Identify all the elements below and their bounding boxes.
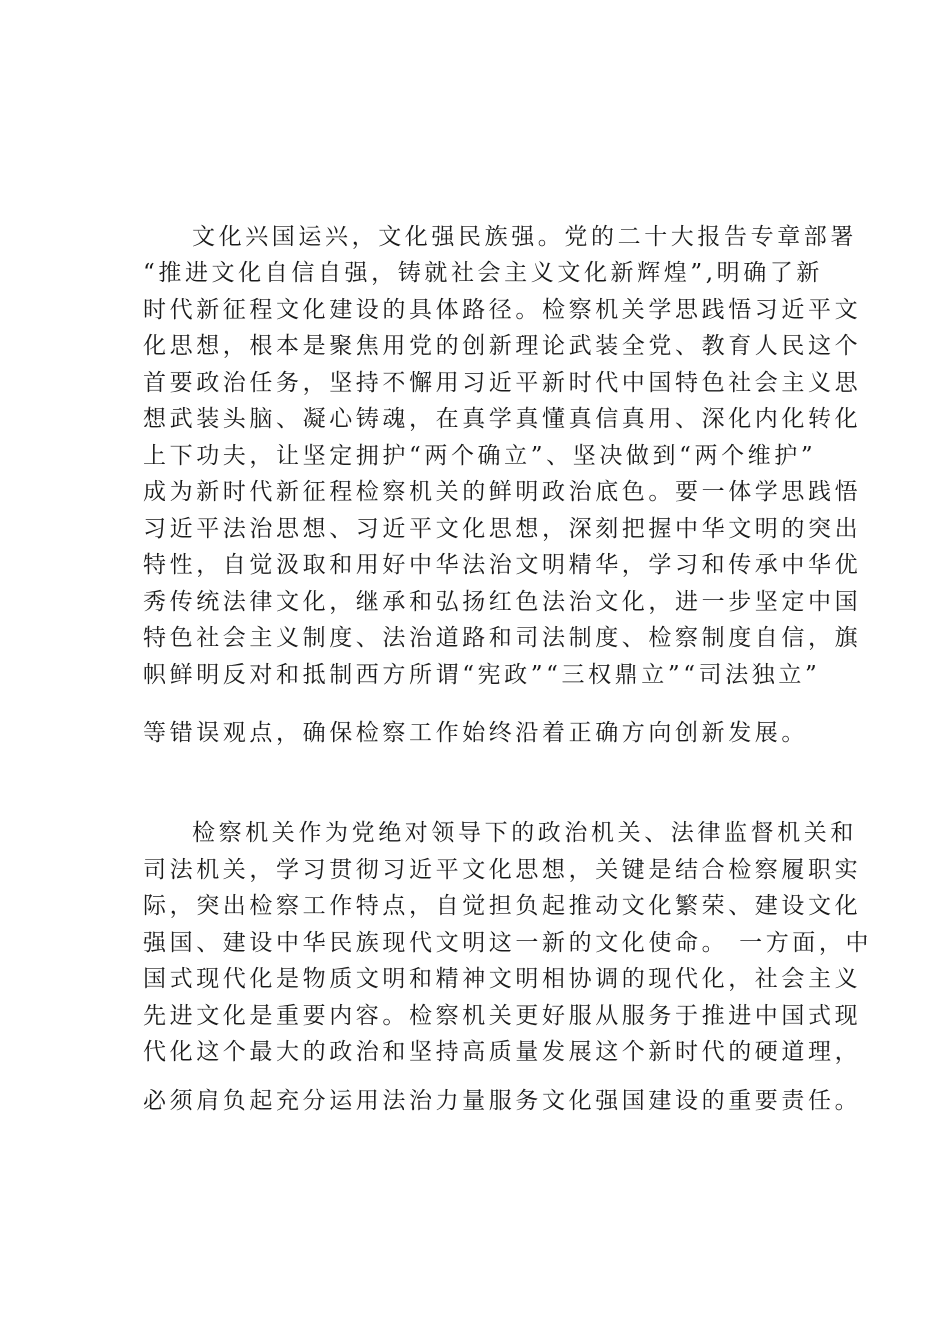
paragraph-1-line-3: 时代新征程文化建设的具体路径。检察机关学思践悟习近平文	[143, 297, 862, 323]
paragraph-2-line-5: 国式现代化是物质文明和精神文明相协调的现代化，社会主义	[143, 966, 862, 992]
paragraph-2-line-6: 先进文化是重要内容。检察机关更好服从服务于推进中国式现	[143, 1003, 862, 1029]
paragraph-1-line-10: 特性，自觉汲取和用好中华法治文明精华，学习和传承中华优	[143, 552, 862, 578]
paragraph-1-line-12: 特色社会主义制度、法治道路和司法制度、检察制度自信，旗	[143, 625, 862, 651]
paragraph-1-line-2: “推进文化自信自强，铸就社会主义文化新辉煌”,明确了新	[143, 260, 824, 286]
paragraph-2-line-8: 必须肩负起充分运用法治力量服务文化强国建设的重要责任。	[143, 1088, 862, 1114]
paragraph-1-line-4: 化思想，根本是聚焦用党的创新理论武装全党、教育人民这个	[143, 333, 862, 359]
paragraph-1-line-7: 上下功夫，让坚定拥护“两个确立”、坚决做到“两个维护”	[143, 443, 817, 469]
paragraph-2-line-7: 代化这个最大的政治和坚持高质量发展这个新时代的硬道理，	[143, 1039, 862, 1065]
paragraph-1-line-11: 秀传统法律文化，继承和弘扬红色法治文化，进一步坚定中国	[143, 589, 862, 615]
paragraph-2-line-3: 际，突出检察工作特点，自觉担负起推动文化繁荣、建设文化	[143, 893, 862, 919]
paragraph-2-line-1: 检察机关作为党绝对领导下的政治机关、法律监督机关和	[192, 820, 857, 846]
paragraph-1-line-14: 等错误观点，确保检察工作始终沿着正确方向创新发展。	[143, 720, 808, 746]
paragraph-1-line-9: 习近平法治思想、习近平文化思想，深刻把握中华文明的突出	[143, 516, 862, 542]
paragraph-1-line-1: 文化兴国运兴，文化强民族强。党的二十大报告专章部署	[192, 224, 857, 250]
paragraph-1-line-13: 帜鲜明反对和抵制西方所谓“宪政”“三权鼎立”“司法独立”	[143, 662, 821, 688]
paragraph-2-line-2: 司法机关，学习贯彻习近平文化思想，关键是结合检察履职实	[143, 857, 862, 883]
paragraph-1-line-5: 首要政治任务，坚持不懈用习近平新时代中国特色社会主义思	[143, 370, 862, 396]
paragraph-2-line-4: 强国、建设中华民族现代文明这一新的文化使命。 一方面，中	[143, 930, 873, 956]
paragraph-1-line-6: 想武装头脑、凝心铸魂，在真学真懂真信真用、深化内化转化	[143, 406, 862, 432]
paragraph-1-line-8: 成为新时代新征程检察机关的鲜明政治底色。要一体学思践悟	[143, 479, 862, 505]
